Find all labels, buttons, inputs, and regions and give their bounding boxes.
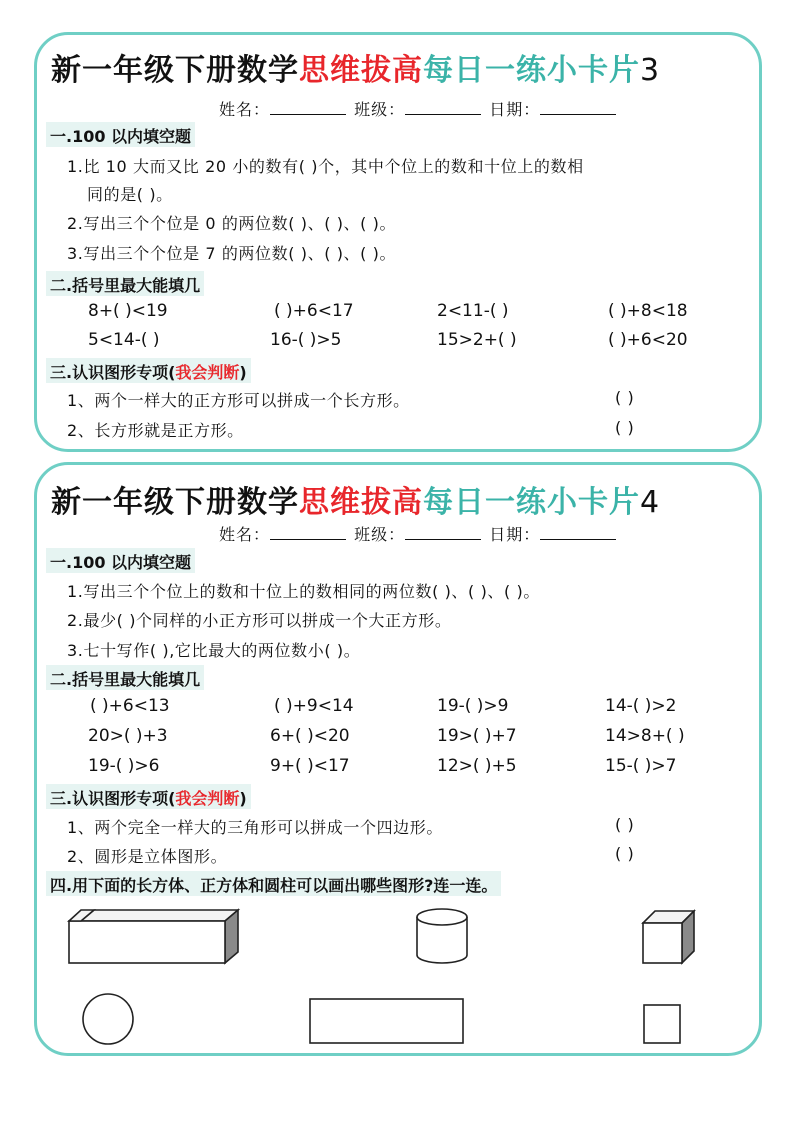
rectangle-icon[interactable] [310, 999, 463, 1043]
cylinder-icon[interactable] [417, 909, 467, 963]
judge-answer-2[interactable]: ( ) [615, 418, 635, 437]
inequality: 19-( )>6 [88, 756, 160, 776]
class-field[interactable] [405, 526, 481, 540]
section-title-fill-blank: 一.100 以内填空题 [46, 548, 195, 573]
judge-item-2: 2、圆形是立体图形。 [67, 847, 228, 866]
inequality: 19-( )>9 [437, 696, 509, 716]
circle-icon[interactable] [83, 994, 133, 1044]
student-info [219, 522, 618, 545]
question-2: 2.写出三个个位是 0 的两位数( )、( )、( )。 [67, 214, 397, 233]
inequality: 14-( )>2 [605, 696, 677, 716]
inequality: 5<14-( ) [88, 330, 160, 350]
date-field[interactable] [540, 101, 616, 115]
square-icon[interactable] [644, 1005, 680, 1043]
judge-item-2: 2、长方形就是正方形。 [67, 421, 244, 440]
inequality: 16-( )>5 [270, 330, 342, 350]
inequality: 14>8+( ) [605, 726, 685, 746]
class-label: 班级： [354, 525, 406, 544]
judge-item-1: 1、两个完全一样大的三角形可以拼成一个四边形。 [67, 818, 443, 837]
question-2: 2.最少( )个同样的小正方形可以拼成一个大正方形。 [67, 611, 452, 630]
question-3: 3.写出三个个位是 7 的两位数( )、( )、( )。 [67, 244, 397, 263]
worksheet-card-4 [34, 462, 762, 1056]
inequality: ( )+6<13 [90, 696, 170, 716]
section-title-max-fill: 二.括号里最大能填几 [46, 271, 204, 296]
section-title-max-fill: 二.括号里最大能填几 [46, 665, 204, 690]
section-title-fill-blank: 一.100 以内填空题 [46, 122, 195, 147]
inequality: ( )+6<17 [274, 301, 354, 321]
question-3: 3.七十写作( ),它比最大的两位数小( )。 [67, 641, 361, 660]
inequality: 19>( )+7 [437, 726, 517, 746]
name-field[interactable] [270, 101, 346, 115]
inequality: ( )+8<18 [608, 301, 688, 321]
class-field[interactable] [405, 101, 481, 115]
inequality: ( )+6<20 [608, 330, 688, 350]
section-title-connect: 四.用下面的长方体、正方体和圆柱可以画出哪些图形?连一连。 [46, 871, 501, 896]
question-1-cont: 同的是( )。 [87, 185, 173, 204]
class-label: 班级： [354, 100, 406, 119]
cube-icon[interactable] [643, 911, 694, 963]
name-field[interactable] [270, 526, 346, 540]
card-title: 新一年级下册数学思维拔高每日一练小卡片3 [51, 53, 661, 88]
inequality: 6+( )<20 [270, 726, 350, 746]
inequality: 2<11-( ) [437, 301, 509, 321]
cuboid-icon[interactable] [69, 910, 238, 963]
judge-item-1: 1、两个一样大的正方形可以拼成一个长方形。 [67, 391, 410, 410]
inequality: 12>( )+5 [437, 756, 517, 776]
date-label: 日期： [489, 100, 541, 119]
inequality: 15-( )>7 [605, 756, 677, 776]
name-label: 姓名： [219, 100, 271, 119]
inequality: 9+( )<17 [270, 756, 350, 776]
worksheet-card-3 [34, 32, 762, 452]
section-title-shapes: 三.认识图形专项(我会判断) [46, 358, 251, 383]
section-title-shapes: 三.认识图形专项(我会判断) [46, 784, 251, 809]
question-1: 1.写出三个个位上的数和十位上的数相同的两位数( )、( )、( )。 [67, 582, 540, 601]
inequality: 20>( )+3 [88, 726, 168, 746]
judge-answer-2[interactable]: ( ) [615, 844, 635, 863]
date-label: 日期： [489, 525, 541, 544]
inequality: 8+( )<19 [88, 301, 168, 321]
student-info [219, 97, 618, 120]
date-field[interactable] [540, 526, 616, 540]
card-title: 新一年级下册数学思维拔高每日一练小卡片4 [51, 485, 661, 520]
inequality: ( )+9<14 [274, 696, 354, 716]
judge-answer-1[interactable]: ( ) [615, 815, 635, 834]
judge-answer-1[interactable]: ( ) [615, 388, 635, 407]
question-1: 1.比 10 大而又比 20 小的数有( )个，其中个位上的数和十位上的数相 [67, 157, 584, 176]
name-label: 姓名： [219, 525, 271, 544]
inequality: 15>2+( ) [437, 330, 517, 350]
